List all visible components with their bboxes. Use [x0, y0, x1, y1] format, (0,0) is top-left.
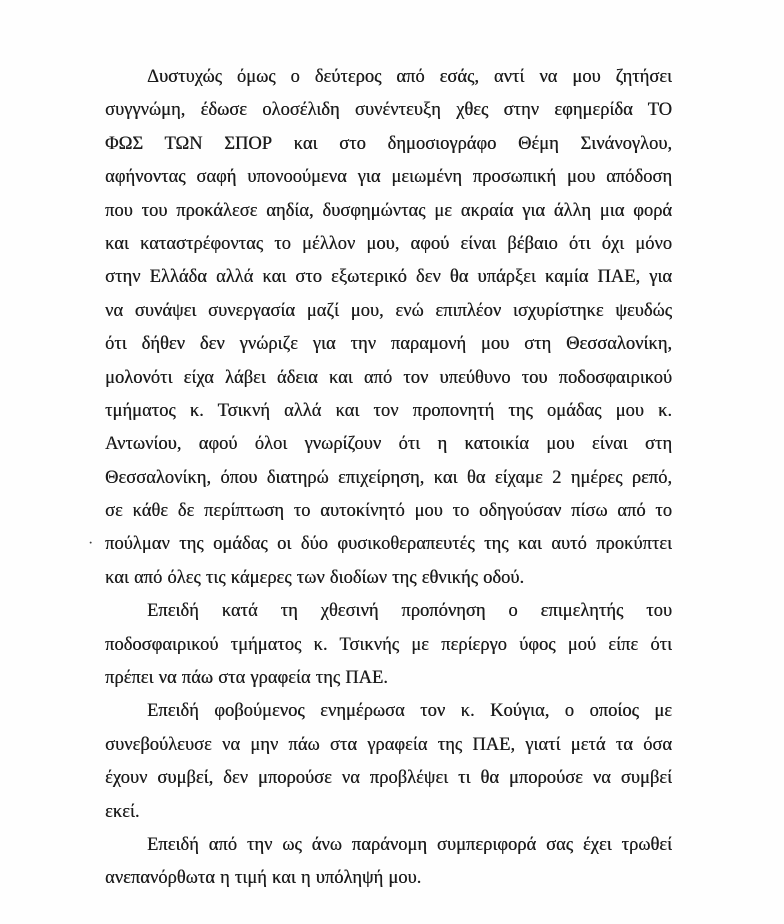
text-line: τμήματος κ. Τσικνή αλλά και τον προπονητή της ομάδας μου κ. — [105, 400, 672, 421]
text-line: πούλμαν της ομάδας οι δύο φυσικοθεραπευτές της και αυτό προκύπτει — [105, 534, 672, 555]
text-line: να συνάψει συνεργασία μαζί μου, ενώ επιπλέον ισχυρίστηκε ψευδώς — [105, 300, 672, 321]
text-line: Θεσσαλονίκη, όπου διατηρώ επιχείρηση, και θα είχαμε 2 ημέρες ρεπό, — [105, 467, 672, 488]
text-line: που του προκάλεσε αηδία, δυσφημώντας με ακραία για άλλη μια φορά — [105, 200, 672, 221]
text-line: σε κάθε δε περίπτωση το αυτοκίνητό μου το οδηγούσαν πίσω από το — [105, 501, 672, 522]
text-line: πρέπει να πάω στα γραφεία της ΠΑΕ. — [105, 668, 388, 689]
text-line: συνεβούλευσε να μην πάω στα γραφεία της ΠΑΕ, γιατί μετά τα όσα — [105, 734, 672, 755]
text-line: αφήνοντας σαφή υπονοούμενα για μειωμένη προσωπική μου απόδοση — [105, 167, 672, 188]
scan-artifact-dot: · — [88, 535, 94, 552]
text-line: ότι δήθεν δεν γνώριζε για την παραμονή μου στη Θεσσαλονίκη, — [105, 334, 672, 355]
text-line: ποδοσφαιρικού τμήματος κ. Τσικνής με περίεργο ύφος μού είπε ότι — [105, 634, 672, 655]
text-line: συγγνώμη, έδωσε ολοσέλιδη συνέντευξη χθες στην εφημερίδα ΤΟ — [105, 100, 672, 121]
text-line: Αντωνίου, αφού όλοι γνωρίζουν ότι η κατοικία μου είναι στη — [105, 434, 672, 455]
text-line: Επειδή από την ως άνω παράνομη συμπεριφορά σας έχει τρωθεί — [147, 834, 672, 855]
text-line: έχουν συμβεί, δεν μπορούσε να προβλέψει τι θα μπορούσε να συμβεί — [105, 768, 672, 789]
text-block — [105, 61, 672, 896]
text-line: μολονότι είχα λάβει άδεια και από τον υπεύθυνο του ποδοσφαιρικού — [105, 367, 672, 388]
text-line: Δυστυχώς όμως ο δεύτερος από εσάς, αντί να μου ζητήσει — [147, 67, 672, 87]
text-line: ανεπανόρθωτα η τιμή και η υπόληψή μου. — [105, 868, 422, 889]
text-line: ΦΩΣ ΤΩΝ ΣΠΟΡ και στο δημοσιογράφο Θέμη Σινάνογλου, — [105, 133, 672, 154]
text-line: Επειδή κατά τη χθεσινή προπόνηση ο επιμελητής του — [147, 601, 672, 622]
text-line: στην Ελλάδα αλλά και στο εξωτερικό δεν θα υπάρξει καμία ΠΑΕ, για — [105, 267, 672, 288]
text-line: εκεί. — [105, 801, 140, 822]
text-line: και καταστρέφοντας το μέλλον μου, αφού είναι βέβαιο ότι όχι μόνο — [105, 233, 672, 254]
text-line: και από όλες τις κάμερες των διοδίων της εθνικής οδού. — [105, 567, 525, 588]
text-line: Επειδή φοβούμενος ενημέρωσα τον κ. Κούγια, ο οποίος με — [147, 701, 672, 722]
